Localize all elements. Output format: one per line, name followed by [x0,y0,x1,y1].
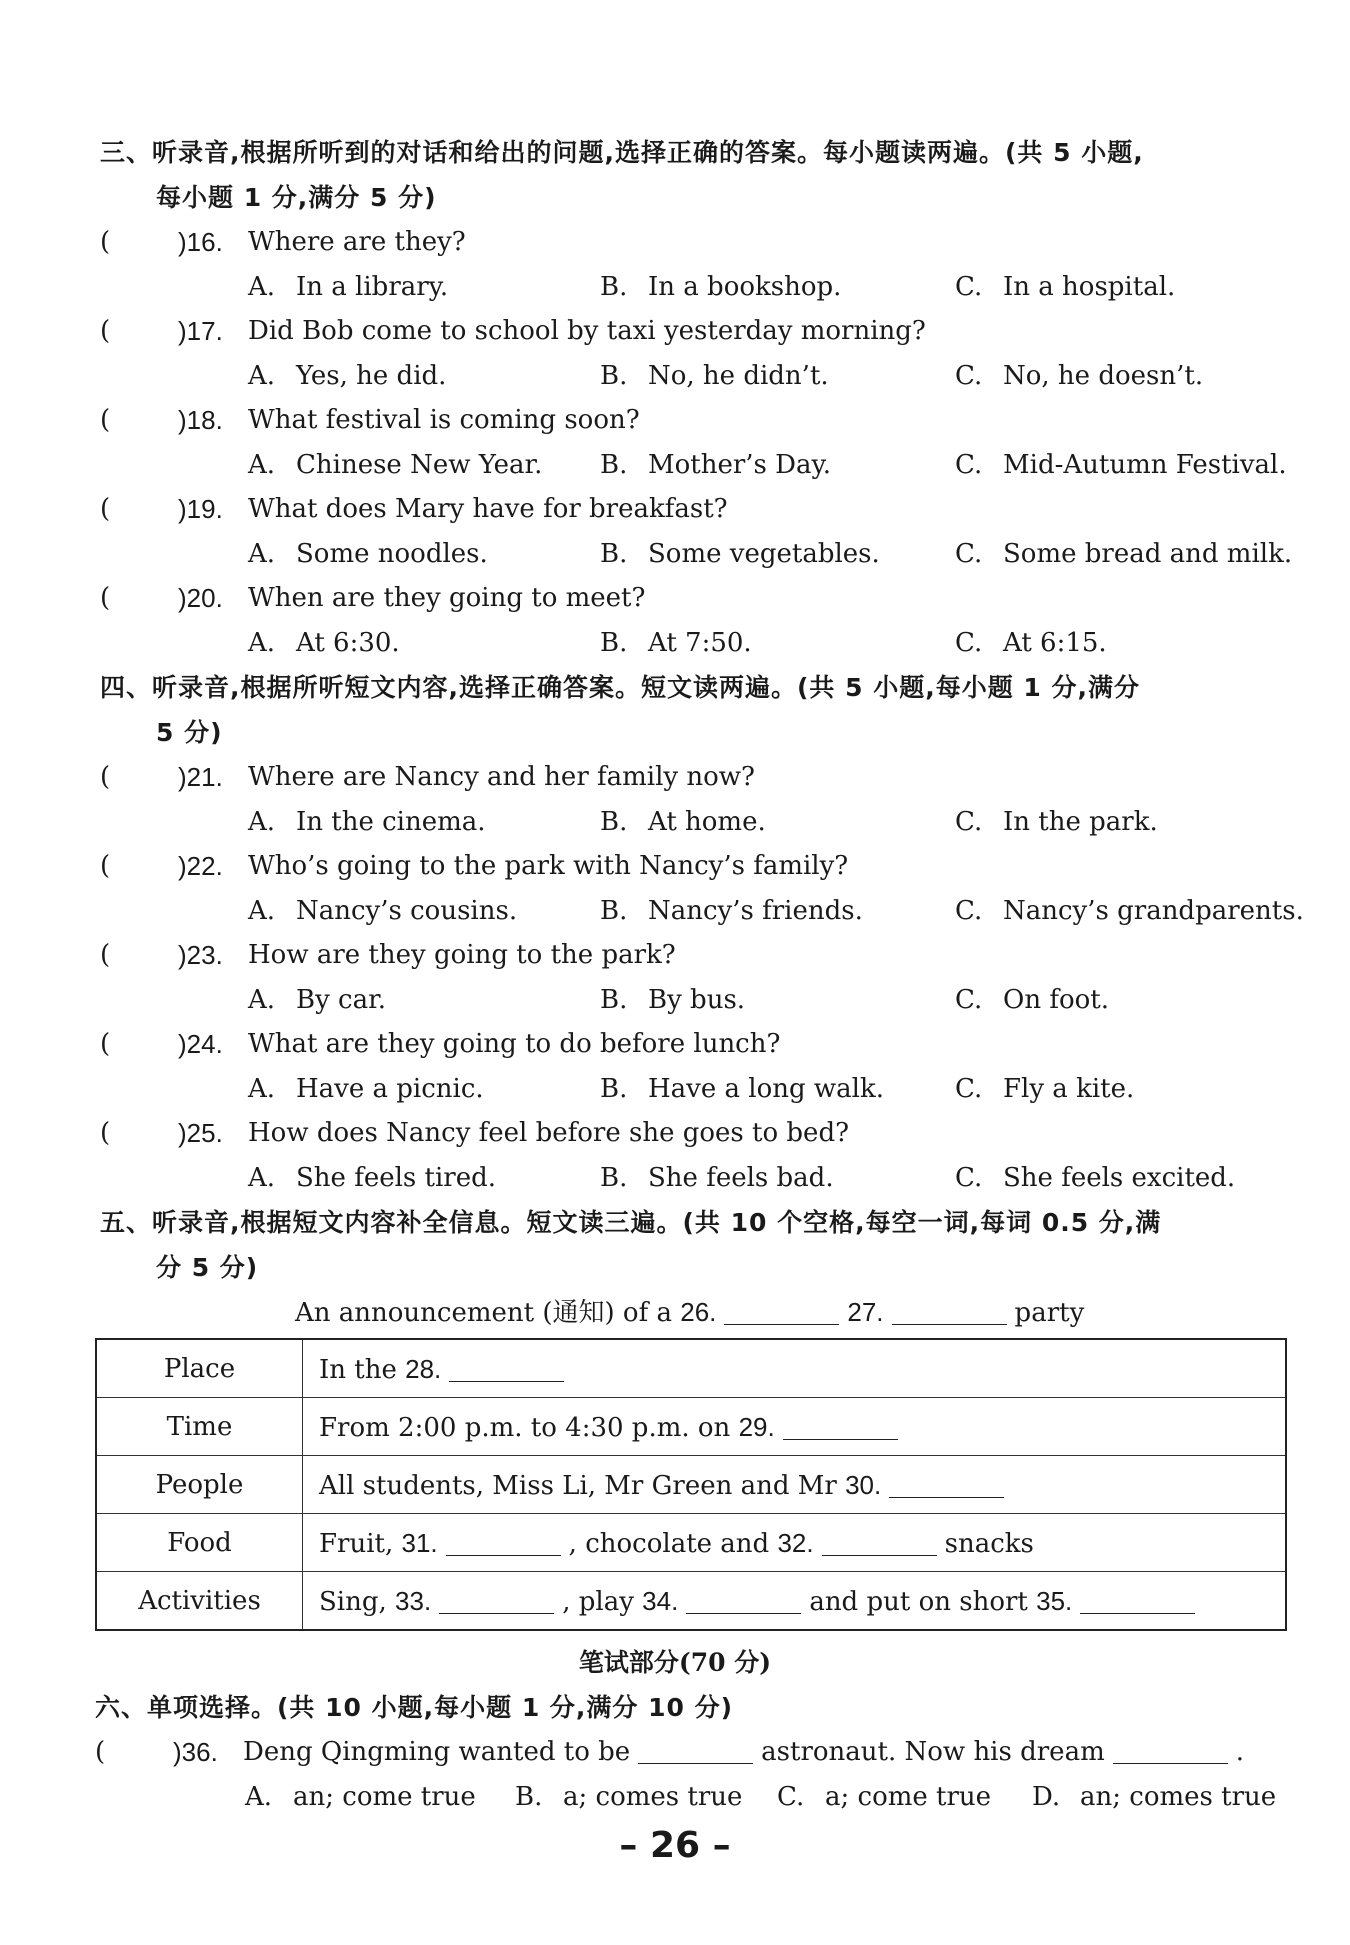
row-label: Place [96,1339,303,1398]
question-options [0,978,1350,1023]
option-b[interactable]: B. Have a long walk. [600,1074,884,1104]
section-3-line2: 每小题 1 分,满分 5 分) [156,183,437,212]
blank-36a[interactable] [638,1735,753,1764]
blank-36b[interactable] [1113,1735,1228,1764]
option-a[interactable]: A. In a library. [248,272,449,302]
option-c[interactable]: C. At 6:15. [955,628,1107,658]
question-row [100,398,1300,443]
option-a[interactable]: A. Yes, he did. [248,361,447,391]
question-row [100,487,1300,532]
question-row [100,220,1300,265]
answer-paren[interactable]: ( [100,762,111,792]
option-a[interactable]: A. Have a picnic. [248,1074,484,1104]
blank-26-number: 26. [680,1297,717,1327]
question-number: )16. [178,227,223,257]
question-stem: Deng Qingming wanted to be astronaut. Now his dream . [243,1737,1244,1767]
answer-paren[interactable]: ( [95,1737,106,1767]
table-row [96,1514,1286,1572]
question-row [100,1022,1300,1067]
table-row [96,1572,1286,1631]
question-row [100,933,1300,978]
announcement-title: An announcement (通知) of a 26. 27. party [295,1297,1085,1328]
question-stem: What festival is coming soon? [248,405,640,435]
question-row [100,576,1300,621]
row-value: In the 28. [303,1339,1287,1398]
section-3-heading [100,130,1300,220]
option-a[interactable]: A. By car. [248,985,386,1015]
table-row [96,1456,1286,1514]
question-36 [95,1730,1295,1775]
question-36-options [0,1775,1350,1820]
blank-29[interactable] [783,1411,898,1440]
blank-26[interactable] [724,1296,839,1325]
blank-35[interactable] [1080,1585,1195,1614]
option-c[interactable]: C. No, he doesn’t. [955,361,1204,391]
question-stem: Did Bob come to school by taxi yesterday morning? [248,316,926,346]
option-a[interactable]: A. Some noodles. [248,539,488,569]
answer-paren[interactable]: ( [100,583,111,613]
answer-paren[interactable]: ( [100,851,111,881]
answer-paren[interactable]: ( [100,1029,111,1059]
question-number: )25. [178,1118,223,1148]
option-a[interactable]: A. At 6:30. [248,628,400,658]
announcement-table [95,1338,1287,1631]
answer-paren[interactable]: ( [100,940,111,970]
answer-paren[interactable]: ( [100,316,111,346]
option-a[interactable]: A. Chinese New Year. [248,450,543,480]
section-6-heading [95,1685,1295,1730]
option-a[interactable]: A. In the cinema. [248,807,486,837]
option-b[interactable]: B. She feels bad. [600,1163,834,1193]
question-options [0,800,1350,845]
blank-27[interactable] [892,1296,1007,1325]
question-options [0,1156,1350,1201]
row-value: Sing, 33. , play 34. and put on short 35. [303,1572,1287,1631]
question-options [0,1067,1350,1112]
section-4-line1: 四、听录音,根据所听短文内容,选择正确答案。短文读两遍。(共 5 小题,每小题 1 分,满分 [100,673,1141,702]
option-b[interactable]: B. Some vegetables. [600,539,880,569]
blank-31[interactable] [446,1527,561,1556]
question-number: )20. [178,583,223,613]
section-5-line2: 分 5 分) [156,1253,259,1282]
question-stem: Where are they? [248,227,466,257]
question-row [100,844,1300,889]
answer-paren[interactable]: ( [100,227,111,257]
row-value: From 2:00 p.m. to 4:30 p.m. on 29. [303,1398,1287,1456]
question-options [0,621,1350,666]
table-row [96,1339,1286,1398]
row-label: Time [96,1398,303,1456]
table-row [96,1398,1286,1456]
option-c[interactable]: C. In a hospital. [955,272,1176,302]
blank-28[interactable] [449,1353,564,1382]
question-number: )19. [178,494,223,524]
written-part-title: 笔试部分(70 分) [578,1648,772,1677]
question-options [0,354,1350,399]
option-c[interactable]: C. a; come true [777,1782,992,1812]
option-b[interactable]: B. Mother’s Day. [600,450,832,480]
question-stem: What does Mary have for breakfast? [248,494,728,524]
option-c[interactable]: C. Some bread and milk. [955,539,1293,569]
section-4-line2: 5 分) [156,718,223,747]
option-b[interactable]: B. a; comes true [515,1782,743,1812]
question-row [100,309,1300,354]
answer-paren[interactable]: ( [100,494,111,524]
blank-33[interactable] [439,1585,554,1614]
section-6-line1: 六、单项选择。(共 10 小题,每小题 1 分,满分 10 分) [95,1693,734,1722]
question-stem: Where are Nancy and her family now? [248,762,755,792]
option-c[interactable]: C. In the park. [955,807,1158,837]
question-stem: What are they going to do before lunch? [248,1029,781,1059]
option-c[interactable]: C. She feels excited. [955,1163,1236,1193]
section-4-heading [100,665,1300,755]
option-a[interactable]: A. Nancy’s cousins. [248,896,518,926]
row-label: Food [96,1514,303,1572]
question-options [0,889,1350,934]
row-label: Activities [96,1572,303,1631]
answer-paren[interactable]: ( [100,405,111,435]
blank-30[interactable] [889,1469,1004,1498]
option-c[interactable]: C. Fly a kite. [955,1074,1135,1104]
option-b[interactable]: B. At home. [600,807,766,837]
question-options [0,443,1350,488]
question-row [100,1111,1300,1156]
option-c[interactable]: C. On foot. [955,985,1109,1015]
blank-27-number: 27. [847,1297,884,1327]
question-stem: When are they going to meet? [248,583,646,613]
question-stem: How does Nancy feel before she goes to bed? [248,1118,850,1148]
question-number: )18. [178,405,223,435]
question-options [0,532,1350,577]
row-label: People [96,1456,303,1514]
option-b[interactable]: B. Nancy’s friends. [600,896,863,926]
question-number: )21. [178,762,223,792]
question-number: )24. [178,1029,223,1059]
section-3-line1: 三、听录音,根据所听到的对话和给出的问题,选择正确的答案。每小题读两遍。(共 5 小题, [100,138,1144,167]
section-5-line1: 五、听录音,根据短文内容补全信息。短文读三遍。(共 10 个空格,每空一词,每词 0.5 分,满 [100,1208,1162,1237]
option-c[interactable]: C. Mid-Autumn Festival. [955,450,1287,480]
option-d[interactable]: D. an; comes true [1032,1782,1277,1812]
option-b[interactable]: B. At 7:50. [600,628,752,658]
option-a[interactable]: A. She feels tired. [248,1163,497,1193]
page-number: – 26 – [619,1825,731,1866]
question-options [0,265,1350,310]
option-b[interactable]: B. No, he didn’t. [600,361,829,391]
row-value: Fruit, 31. , chocolate and 32. snacks [303,1514,1287,1572]
question-number: )23. [178,940,223,970]
question-stem: Who’s going to the park with Nancy’s family? [248,851,849,881]
option-b[interactable]: B. By bus. [600,985,746,1015]
option-a[interactable]: A. an; come true [245,1782,476,1812]
blank-32[interactable] [822,1527,937,1556]
question-row [100,755,1300,800]
row-value: All students, Miss Li, Mr Green and Mr 30. [303,1456,1287,1514]
question-number: )36. [173,1737,218,1767]
answer-paren[interactable]: ( [100,1118,111,1148]
option-c[interactable]: C. Nancy’s grandparents. [955,896,1304,926]
blank-34[interactable] [686,1585,801,1614]
option-b[interactable]: B. In a bookshop. [600,272,842,302]
question-number: )17. [178,316,223,346]
question-number: )22. [178,851,223,881]
question-stem: How are they going to the park? [248,940,676,970]
section-5-heading [100,1200,1300,1290]
